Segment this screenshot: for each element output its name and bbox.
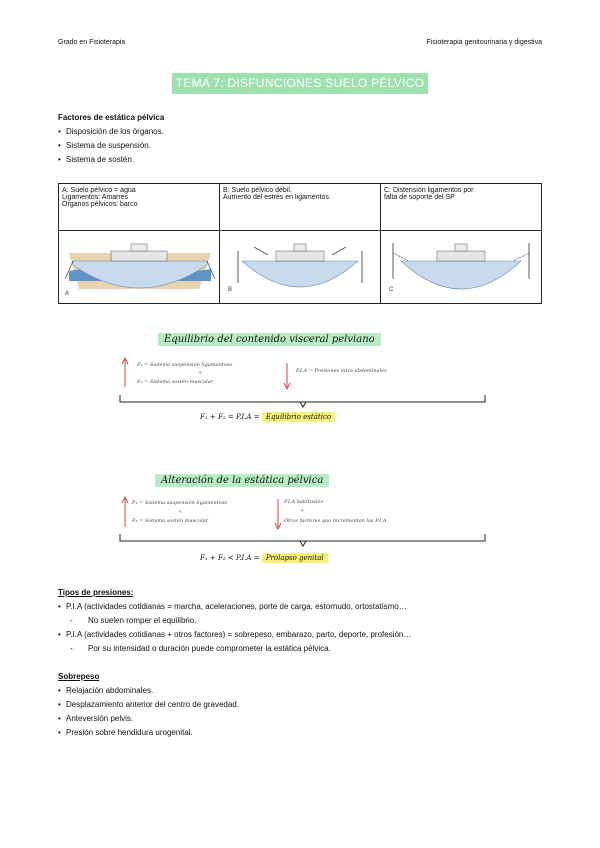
list-item: • Anteversión pelvis.: [58, 712, 239, 726]
illustration-c: [381, 231, 542, 304]
list-item: • Disposición de los órganos.: [58, 125, 164, 139]
table-cell-c: [381, 184, 542, 231]
diagram2-right-top: P.I.A habituales: [284, 499, 324, 505]
illustration-a: [59, 231, 220, 304]
list-item: • P.I.A (actividades cotidianas = marcha, aceleraciones, porte de carga, estornudo, ortostatismo…: [58, 600, 548, 614]
diagram2-formula: [200, 554, 328, 562]
static-factors-list: [58, 125, 164, 167]
diagram1-title: Equilibrio del contenido visceral pelviano: [158, 333, 381, 346]
diagram1-formula: [200, 413, 335, 421]
pressures-heading: Tipos de presiones:: [58, 588, 134, 597]
caption-a: A: Suelo pélvico = agua Ligamentos: Amarres Órganos pélvicos: barco: [62, 187, 138, 208]
list-subitem: - Por su intensidad o duración puede comprometer la estática pélvica.: [58, 642, 548, 656]
diagram1-left-top: F₁ = Sistema suspensión ligamentoso: [137, 362, 233, 368]
diagram2-right-bottom: Otros factores que incrementan las P.I.A: [284, 518, 387, 524]
diagram1-plus: +: [198, 370, 203, 376]
diagram1-right: P.I.A = Presiones intra-abdominales: [296, 368, 387, 374]
list-item: • Sistema de suspensión.: [58, 139, 164, 153]
result-equilibrium: Equilibrio estático: [262, 412, 335, 422]
boat-distended-ligaments-illustration: [381, 231, 541, 301]
header-right: Fisioterapia genitourinaria y digestiva: [426, 39, 542, 46]
caption-b: B: Suelo pélvico débil. Aumento del estrés en ligamentos.: [223, 187, 331, 201]
table-cell-a: [59, 184, 220, 231]
list-item: • Relajación abdominales.: [58, 684, 239, 698]
diagram2-right-plus: +: [300, 508, 305, 514]
overweight-heading: Sobrepeso: [58, 672, 100, 681]
formula-lhs: F₁ + F₂ = P.I.A =: [200, 413, 260, 421]
static-factors-heading: Factores de estática pélvica: [58, 113, 165, 122]
list-subitem: - No suelen romper el equilibrio.: [58, 614, 548, 628]
diagram2-title: Alteración de la estática pélvica: [155, 474, 329, 487]
formula-lhs: F₁ + F₂ < P.I.A =: [200, 554, 260, 562]
list-item: • P.I.A (actividades cotidianas + otros factores) = sobrepeso, embarazo, parto, deporte, profesión…: [58, 628, 548, 642]
boat-weak-floor-illustration: [220, 231, 380, 301]
diagram2-left-bottom: F₂ = Sistema sostén muscular: [132, 518, 209, 524]
page-title: TEMA 7: DISFUNCIONES SUELO PÉLVICO (DSP): [172, 73, 428, 94]
list-item: • Sistema de sostén.: [58, 153, 164, 167]
diagram2-left-top: F₁ = Sistema suspensión ligamentoso: [132, 500, 228, 506]
figure-label-a: A: [65, 291, 70, 297]
boat-water-illustration: [59, 231, 219, 301]
pressures-list: [58, 600, 548, 656]
header-left: Grado en Fisioterapia: [58, 39, 126, 46]
caption-c: C: Distensión ligamentos por falta de soporte del SP: [384, 187, 474, 201]
result-prolapse: Prolapso genital: [262, 553, 328, 563]
list-item: • Desplazamiento anterior del centro de gravedad.: [58, 698, 239, 712]
overweight-list: [58, 684, 239, 740]
table-cell-b: [220, 184, 381, 231]
diagram1-left-bottom: F₂ = Sistema sostén muscular: [137, 379, 214, 385]
figure-label-b: B: [228, 287, 233, 293]
figure-label-c: C: [389, 287, 394, 293]
illustration-b: [220, 231, 381, 304]
factors-table: [58, 183, 542, 304]
list-item: • Presión sobre hendidura urogenital.: [58, 726, 239, 740]
diagram2-plus: +: [178, 509, 183, 515]
